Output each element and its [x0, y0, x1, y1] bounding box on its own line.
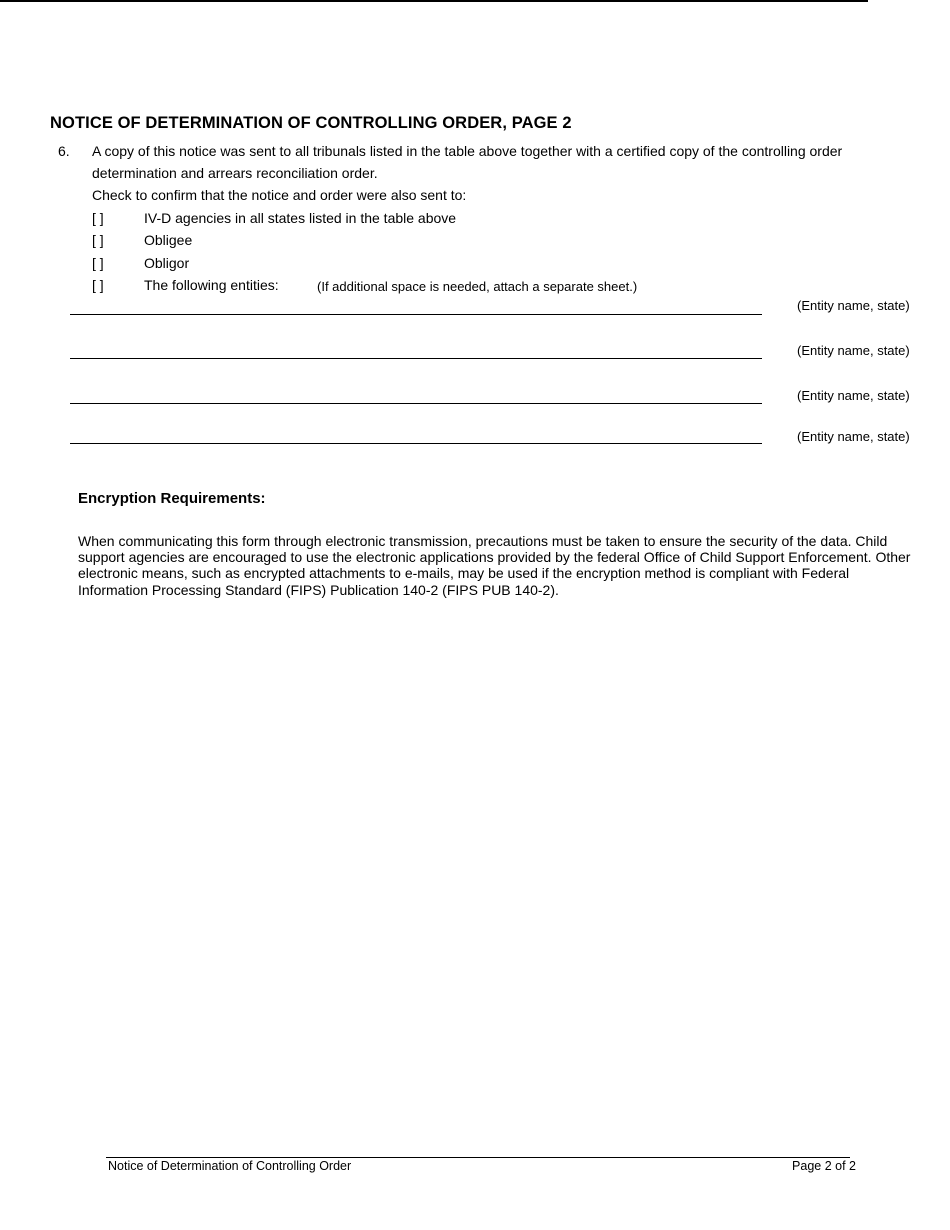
- check-prompt: Check to confirm that the notice and order were also sent to:: [92, 187, 467, 203]
- entity-input-line-1[interactable]: [70, 314, 762, 315]
- checkbox-label-iv-d-agencies: IV-D agencies in all states listed in the table above: [144, 210, 457, 226]
- checkbox-obligee[interactable]: [ ]: [92, 232, 104, 248]
- entity-field-label-1: (Entity name, state): [797, 298, 910, 313]
- checkbox-label-following-entities: The following entities:: [144, 277, 279, 293]
- item-number: 6.: [58, 143, 70, 159]
- entity-input-line-2[interactable]: [70, 358, 762, 359]
- entity-field-label-3: (Entity name, state): [797, 388, 910, 403]
- checkbox-following-entities[interactable]: [ ]: [92, 277, 104, 293]
- page-title: NOTICE OF DETERMINATION OF CONTROLLING ORDER, PAGE 2: [50, 114, 572, 132]
- entities-note: (If additional space is needed, attach a separate sheet.): [317, 279, 638, 294]
- checkbox-label-obligee: Obligee: [144, 232, 193, 248]
- encryption-body: When communicating this form through electronic transmission, precautions must be taken to ensure the security of the data. Child support agencies are encouraged to use the electronic applications provided by the federal Office of Child Support Enforcement. Other electronic means, such as encrypted attachments to e-mails, may be used if the encryption method is compliant with Federal Information Processing Standard (FIPS) Publication 140-2 (FIPS PUB 140-2).: [78, 533, 911, 598]
- entity-input-line-4[interactable]: [70, 443, 762, 444]
- title-divider: [0, 0, 868, 2]
- checkbox-obligor[interactable]: [ ]: [92, 255, 104, 271]
- footer-page-number: Page 2 of 2: [792, 1159, 856, 1173]
- checkbox-iv-d-agencies[interactable]: [ ]: [92, 210, 104, 226]
- footer-divider: [106, 1157, 850, 1158]
- entity-field-label-2: (Entity name, state): [797, 343, 910, 358]
- item-text-line-2: determination and arrears reconciliation order.: [92, 165, 378, 181]
- footer-form-name: Notice of Determination of Controlling Order: [108, 1159, 352, 1173]
- entity-field-label-4: (Entity name, state): [797, 429, 910, 444]
- encryption-heading: Encryption Requirements:: [78, 490, 266, 507]
- checkbox-label-obligor: Obligor: [144, 255, 190, 271]
- item-text-line-1: A copy of this notice was sent to all tribunals listed in the table above together with a certified copy of the controlling order: [92, 143, 843, 159]
- entity-input-line-3[interactable]: [70, 403, 762, 404]
